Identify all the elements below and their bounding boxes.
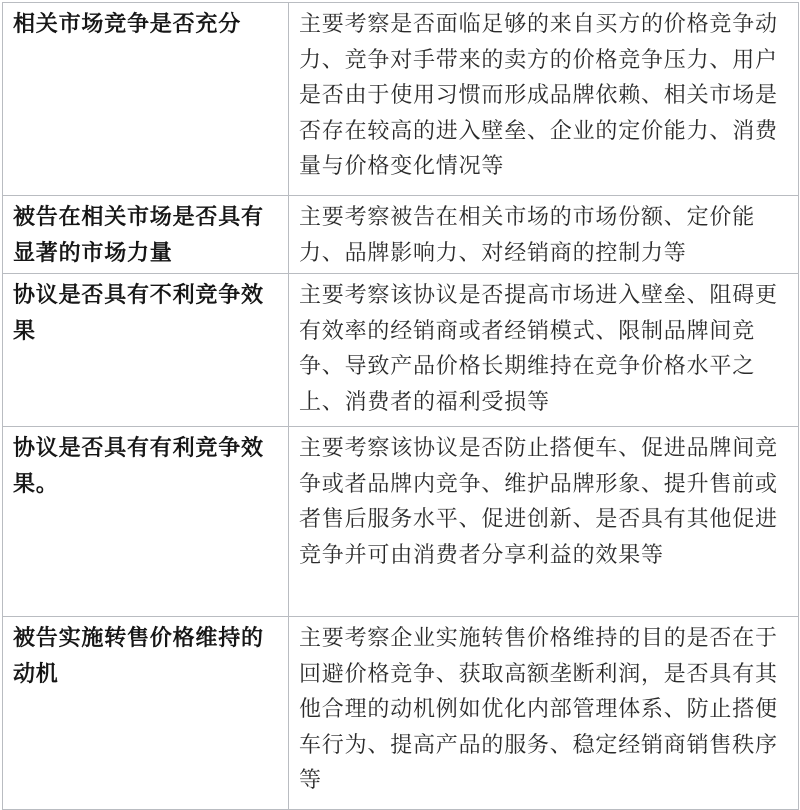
factor-cell: 协议是否具有有利竞争效果。 bbox=[3, 427, 289, 617]
factor-cell: 被告实施转售价格维持的动机 bbox=[3, 617, 289, 810]
description-cell: 主要考察被告在相关市场的市场份额、定价能力、品牌影响力、对经销商的控制力等 bbox=[289, 196, 799, 274]
description-cell: 主要考察企业实施转售价格维持的目的是否在于回避价格竞争、获取高额垄断利润，是否具有其他合理的动机例如优化内部管理体系、防止搭便车行为、提高产品的服务、稳定经销商销售秩序等 bbox=[289, 617, 799, 810]
factor-cell: 被告在相关市场是否具有显著的市场力量 bbox=[3, 196, 289, 274]
description-cell: 主要考察该协议是否防止搭便车、促进品牌间竞争或者品牌内竞争、维护品牌形象、提升售前或者售后服务水平、促进创新、是否具有其他促进竞争并可由消费者分享利益的效果等 bbox=[289, 427, 799, 617]
table-row bbox=[3, 3, 799, 196]
description-cell: 主要考察是否面临足够的来自买方的价格竞争动力、竞争对手带来的卖方的价格竞争压力、用户是否由于使用习惯而形成品牌依赖、相关市场是否存在较高的进入壁垒、企业的定价能力、消费量与价格变化情况等 bbox=[289, 3, 799, 196]
factor-cell: 协议是否具有不利竞争效果 bbox=[3, 274, 289, 427]
table-row bbox=[3, 427, 799, 617]
table-row bbox=[3, 274, 799, 427]
description-cell: 主要考察该协议是否提高市场进入壁垒、阻碍更有效率的经销商或者经销模式、限制品牌间竞争、导致产品价格长期维持在竞争价格水平之上、消费者的福利受损等 bbox=[289, 274, 799, 427]
criteria-table bbox=[2, 2, 799, 810]
factor-cell: 相关市场竞争是否充分 bbox=[3, 3, 289, 196]
table-row bbox=[3, 617, 799, 810]
table-row bbox=[3, 196, 799, 274]
